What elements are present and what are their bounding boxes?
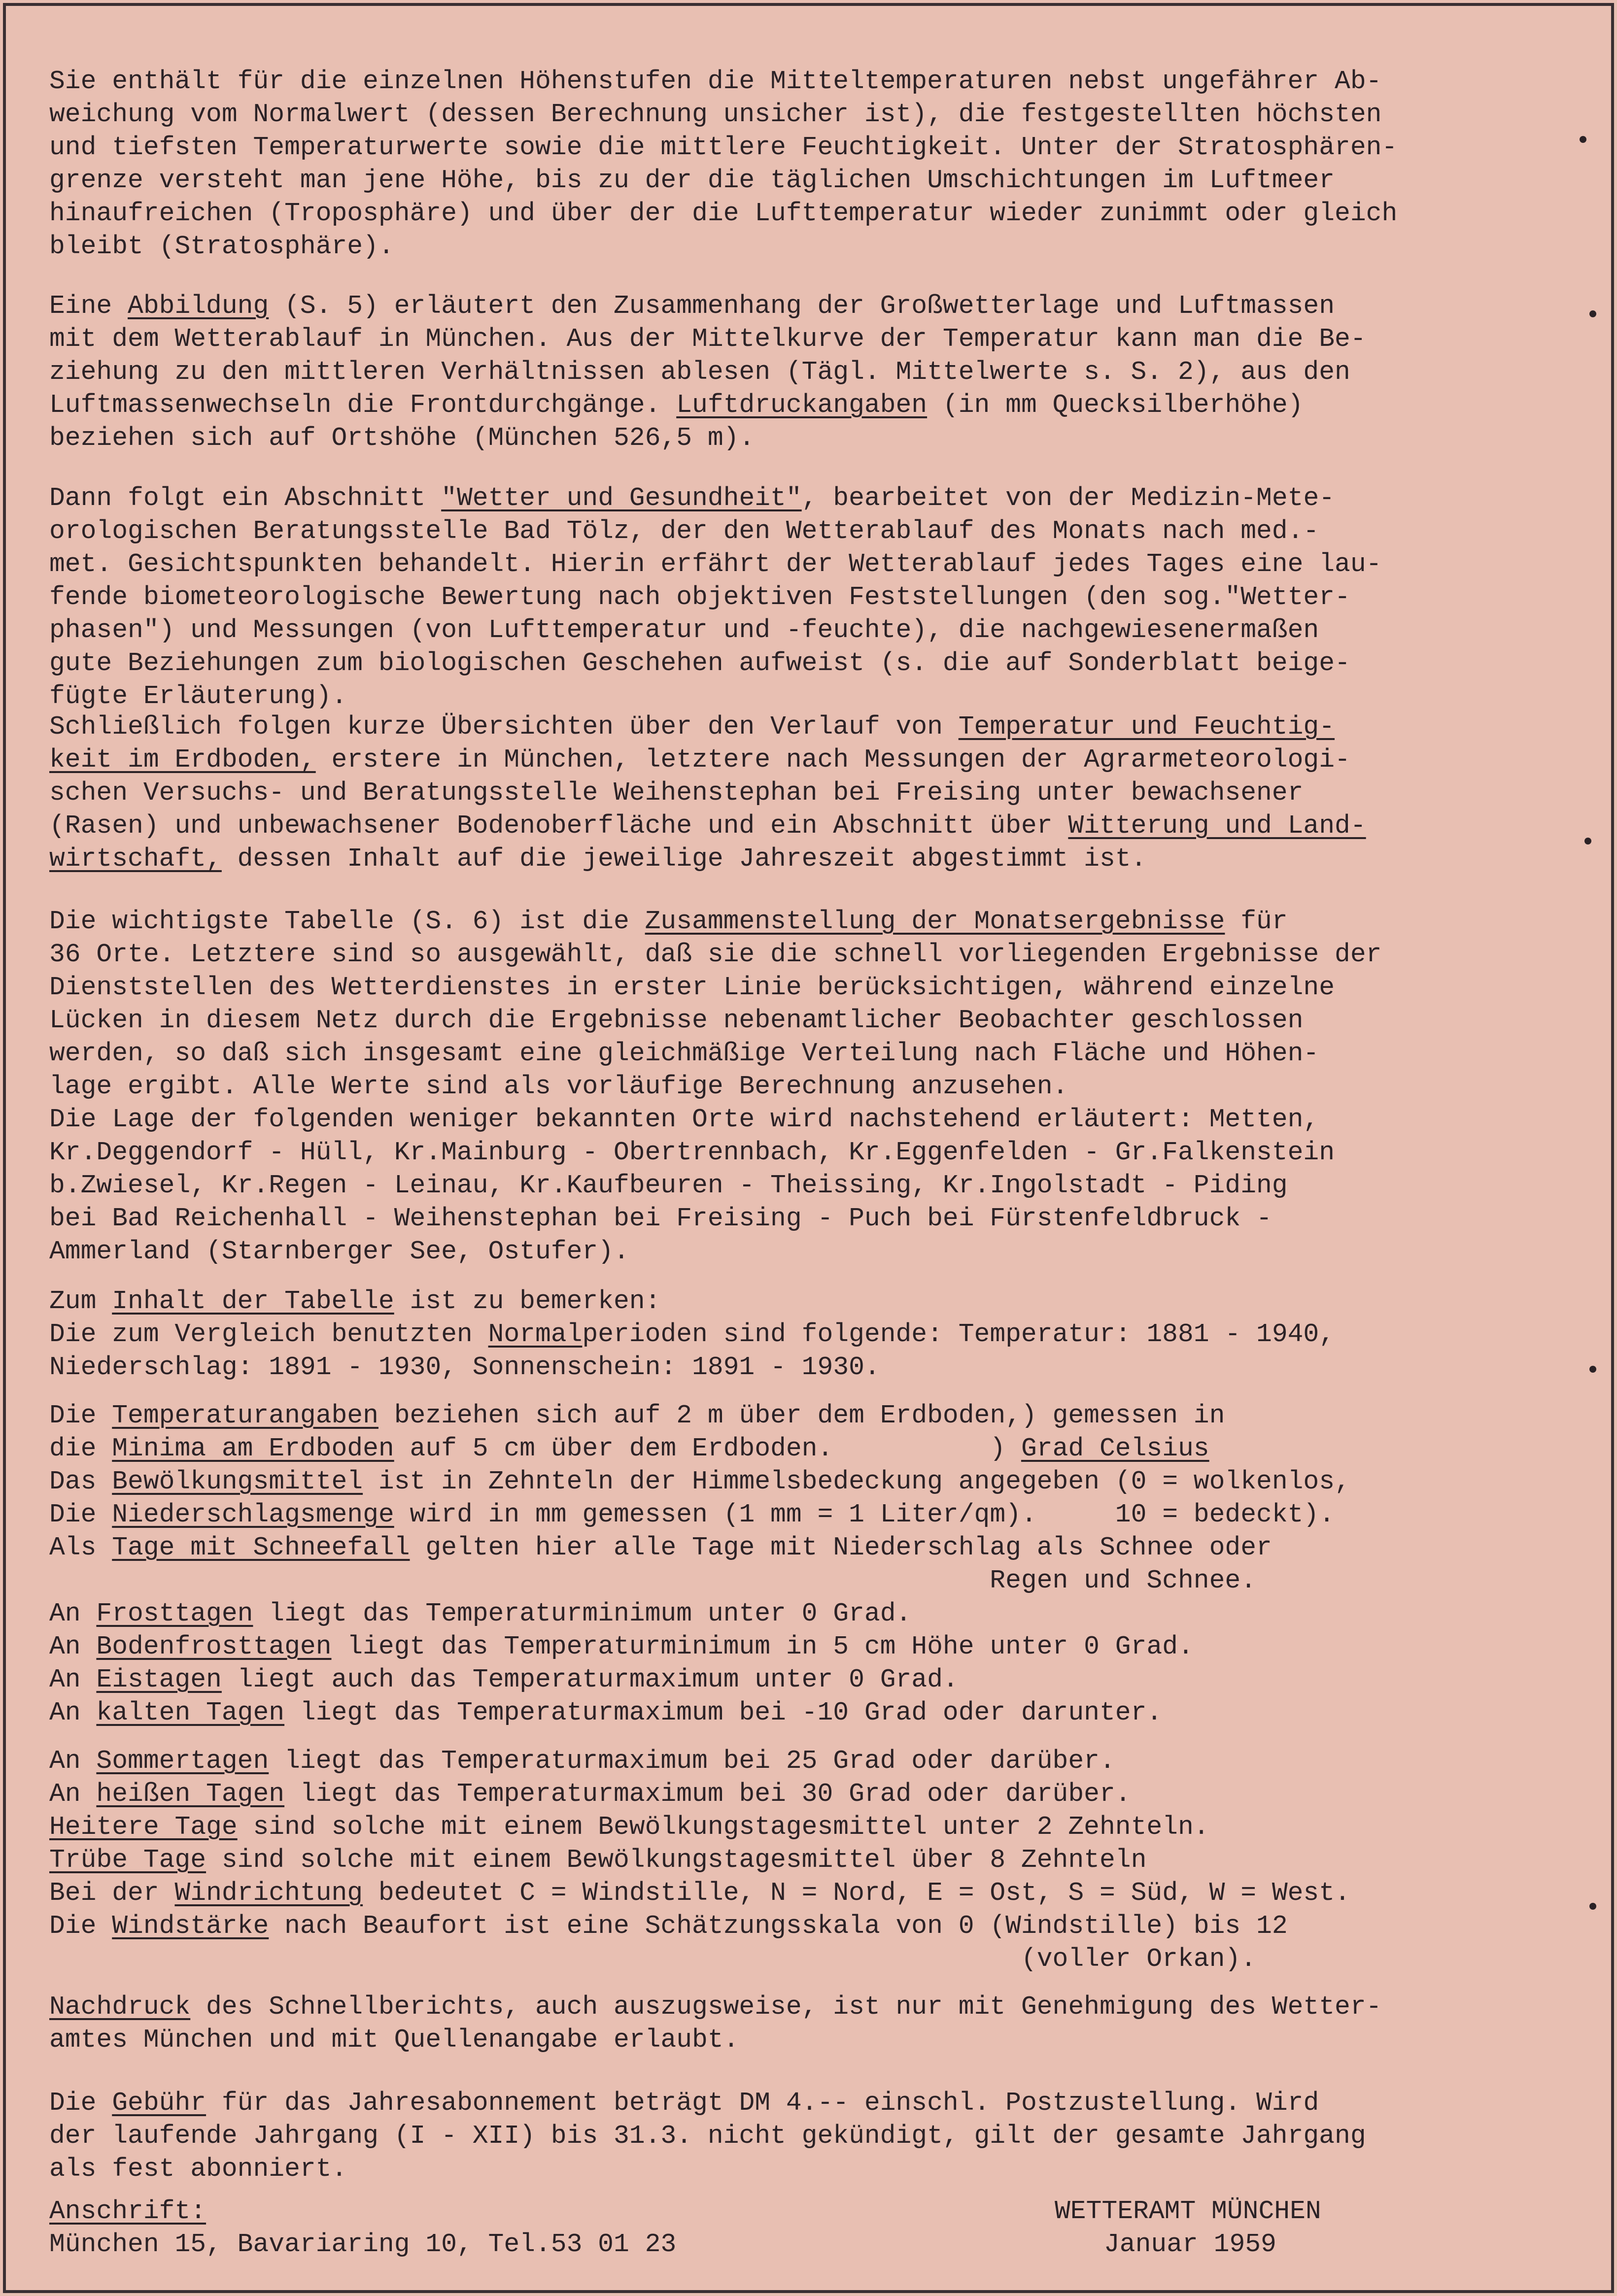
paragraph-intro xyxy=(49,65,1557,263)
underlined-term: Eistagen xyxy=(96,1665,222,1694)
underlined-term: Nachdruck xyxy=(49,1992,191,2022)
text-segment: liegt das Temperaturmaximum bei 25 Grad oder darüber. xyxy=(269,1746,1115,1776)
text-segment: Bei der xyxy=(49,1878,175,1908)
text-line xyxy=(49,131,1557,164)
text-segment: An xyxy=(49,1779,97,1809)
text-line xyxy=(49,323,1557,356)
text-segment: (Rasen) und unbewachsener Bodenoberfläche und ein Abschnitt über xyxy=(49,811,1068,841)
paragraph-nachdruck xyxy=(49,1991,1557,2057)
text-segment: bleibt (Stratosphäre). xyxy=(49,232,394,261)
underlined-term: kalten Tagen xyxy=(96,1698,285,1727)
text-segment: Schließlich folgen kurze Übersichten über den Verlauf von xyxy=(49,712,959,742)
text-line xyxy=(49,1285,1557,1318)
underlined-term: Trübe Tage xyxy=(49,1845,206,1875)
text-segment: Lücken in diesem Netz durch die Ergebnisse nebenamtlicher Beobachter geschlossen xyxy=(49,1006,1304,1035)
text-segment: Dann folgt ein Abschnitt xyxy=(49,483,442,513)
text-line xyxy=(49,1136,1557,1169)
text-segment: mit dem Wetterablauf in München. Aus der Mittelkurve der Temperatur kann man die Be- xyxy=(49,324,1366,354)
paragraph-wetter-gesundheit xyxy=(49,482,1557,713)
text-segment: die xyxy=(49,1434,112,1463)
text-line xyxy=(49,1991,1557,2024)
underlined-term: Niederschlagsmenge xyxy=(112,1500,394,1529)
underlined-term: Grad Celsius xyxy=(1021,1434,1209,1463)
text-line xyxy=(49,743,1557,777)
underlined-term: "Wetter und Gesundheit" xyxy=(441,483,802,513)
text-line xyxy=(49,65,1557,98)
address-text: München 15, Bavariaring 10, Tel.53 01 23 xyxy=(49,2229,677,2259)
underlined-term: Gebühr xyxy=(112,2088,206,2118)
text-line xyxy=(49,1696,1557,1729)
text-segment: als fest abonniert. xyxy=(49,2154,347,2184)
text-segment: beziehen sich auf 2 m über dem Erdboden,) gemessen in xyxy=(378,1401,1225,1430)
text-segment: beziehen sich auf Ortshöhe (München 526,5 m). xyxy=(49,423,755,453)
paragraph-abbildung xyxy=(49,290,1557,455)
text-segment: ist zu bemerken: xyxy=(394,1286,661,1316)
text-line xyxy=(49,1778,1557,1811)
text-segment: ziehung zu den mittleren Verhältnissen ablesen (Tägl. Mittelwerte s. S. 2), aus den xyxy=(49,357,1350,387)
underlined-term: keit im Erdboden, xyxy=(49,745,316,775)
text-line xyxy=(49,422,1557,455)
text-segment: Luftmassenwechseln die Frontdurchgänge. xyxy=(49,390,677,420)
text-line xyxy=(49,1943,1557,1976)
underlined-term: Tage mit Schneefall xyxy=(112,1533,410,1562)
text-line xyxy=(49,777,1557,810)
text-line xyxy=(49,1202,1557,1235)
text-segment: erstere in München, letztere nach Messungen der Agrarmeteorologi- xyxy=(315,745,1350,775)
text-line xyxy=(49,1531,1557,1564)
text-segment: Die xyxy=(49,1401,112,1430)
text-line xyxy=(49,98,1557,131)
underlined-term: Windrichtung xyxy=(174,1878,363,1908)
text-segment: Die xyxy=(49,1911,112,1941)
text-segment: met. Gesichtspunkten behandelt. Hierin erfährt der Wetterablauf jedes Tages eine lau- xyxy=(49,549,1382,579)
text-segment: und tiefsten Temperaturwerte sowie die mittlere Feuchtigkeit. Unter der Stratosphären- xyxy=(49,133,1398,162)
punch-dot xyxy=(1584,838,1591,844)
underlined-term: Heitere Tage xyxy=(49,1812,238,1842)
text-segment: Ammerland (Starnberger See, Ostufer). xyxy=(49,1237,629,1266)
text-segment: sind solche mit einem Bewölkungstagesmittel über 8 Zehnteln xyxy=(206,1845,1147,1875)
text-segment: Regen und Schnee. xyxy=(49,1566,1256,1595)
text-line xyxy=(49,2024,1557,2057)
text-line xyxy=(49,1169,1557,1202)
text-line xyxy=(49,905,1557,938)
text-line xyxy=(49,515,1557,548)
text-line xyxy=(49,810,1557,843)
text-line xyxy=(49,1597,1557,1630)
text-segment: für xyxy=(1225,907,1288,936)
text-line xyxy=(49,1564,1557,1597)
text-line xyxy=(49,680,1557,713)
text-segment: für das Jahresabonnement beträgt DM 4.-- einschl. Postzustellung. Wird xyxy=(206,2088,1319,2118)
text-segment: wird in mm gemessen (1 mm = 1 Liter/qm). 10 = bedeckt). xyxy=(394,1500,1335,1529)
text-segment: bei Bad Reichenhall - Weihenstephan bei Freising - Puch bei Fürstenfeldbruck - xyxy=(49,1204,1272,1233)
text-segment: Als xyxy=(49,1533,112,1562)
underlined-term: Frosttagen xyxy=(96,1599,253,1628)
text-segment: Dienststellen des Wetterdienstes in erster Linie berücksichtigen, während einzelne xyxy=(49,973,1335,1002)
text-segment: Eine xyxy=(49,291,128,321)
text-line xyxy=(49,614,1557,647)
office-name: WETTERAMT MÜNCHEN xyxy=(1055,2196,1321,2226)
text-segment: Die xyxy=(49,2088,112,2118)
underlined-term: Bewölkungsmittel xyxy=(112,1467,363,1496)
text-line xyxy=(49,1235,1557,1268)
underlined-term: Zusammenstellung der Monatsergebnisse xyxy=(645,907,1225,936)
address-label: Anschrift: xyxy=(49,2196,206,2226)
text-segment: amtes München und mit Quellenangabe erlaubt. xyxy=(49,2025,739,2055)
underlined-term: heißen Tagen xyxy=(96,1779,285,1809)
paragraph-tabelle xyxy=(49,1285,1557,1384)
text-segment: auf 5 cm über dem Erdboden. ) xyxy=(394,1434,1021,1463)
text-segment: gelten hier alle Tage mit Niederschlag als Schnee oder xyxy=(410,1533,1272,1562)
text-segment: An xyxy=(49,1698,97,1727)
text-segment: sind solche mit einem Bewölkungstagesmittel unter 2 Zehnteln. xyxy=(237,1812,1209,1842)
text-segment: liegt das Temperaturmaximum bei 30 Grad oder darüber. xyxy=(284,1779,1131,1809)
text-line xyxy=(49,2153,1557,2186)
text-line xyxy=(49,197,1557,230)
text-line xyxy=(49,1465,1557,1498)
text-line xyxy=(49,1432,1557,1465)
text-line xyxy=(49,971,1557,1004)
punch-dot xyxy=(1589,310,1596,317)
text-line xyxy=(49,710,1557,743)
punch-dot xyxy=(1589,1903,1596,1910)
text-line xyxy=(49,1910,1557,1943)
text-line xyxy=(49,1811,1557,1844)
text-line xyxy=(49,1498,1557,1531)
text-line xyxy=(49,1630,1557,1663)
underlined-term: Minima am Erdboden xyxy=(112,1434,394,1463)
text-line xyxy=(49,1351,1557,1384)
text-segment: dessen Inhalt auf die jeweilige Jahreszeit abgestimmt ist. xyxy=(221,844,1147,874)
underlined-term: Temperaturangaben xyxy=(112,1401,378,1430)
text-segment: liegt das Temperaturmaximum bei -10 Grad oder darunter. xyxy=(284,1698,1163,1727)
text-segment: (voller Orkan). xyxy=(49,1944,1256,1974)
text-segment: 36 Orte. Letztere sind so ausgewählt, daß sie die schnell vorliegenden Ergebnisse der xyxy=(49,940,1382,969)
text-line xyxy=(49,230,1557,263)
text-segment: schen Versuchs- und Beratungsstelle Weihenstephan bei Freising unter bewachsener xyxy=(49,778,1304,808)
text-segment: gute Beziehungen zum biologischen Geschehen aufweist (s. die auf Sonderblatt beige- xyxy=(49,648,1350,678)
text-segment: lage ergibt. Alle Werte sind als vorläufige Berechnung anzusehen. xyxy=(49,1072,1068,1101)
text-segment: grenze versteht man jene Höhe, bis zu der die täglichen Umschichtungen im Luftmeer xyxy=(49,166,1335,195)
text-line xyxy=(49,647,1557,680)
text-line xyxy=(49,2087,1557,2120)
text-line xyxy=(49,1745,1557,1778)
paragraph-gebuehr xyxy=(49,2087,1557,2186)
paragraph-erdboden xyxy=(49,710,1557,876)
punch-dot xyxy=(1589,1366,1596,1373)
text-line xyxy=(49,1037,1557,1070)
underlined-term: Luftdruckangaben xyxy=(676,390,928,420)
text-line xyxy=(49,1318,1557,1351)
underlined-term: Temperatur und Feuchtig- xyxy=(958,712,1335,742)
underlined-term: wirtschaft, xyxy=(49,844,222,874)
text-segment: liegt das Temperaturminimum in 5 cm Höhe unter 0 Grad. xyxy=(331,1632,1194,1661)
text-segment: ist in Zehnteln der Himmelsbedeckung angegeben (0 = wolkenlos, xyxy=(363,1467,1350,1496)
text-segment: hinaufreichen (Troposphäre) und über der die Lufttemperatur wieder zunimmt oder gleich xyxy=(49,199,1398,228)
text-line xyxy=(49,938,1557,971)
text-segment: Zum xyxy=(49,1286,112,1316)
text-segment: An xyxy=(49,1746,97,1776)
text-segment: Die xyxy=(49,1500,112,1529)
text-segment: orologischen Beratungsstelle Bad Tölz, der den Wetterablauf des Monats nach med.- xyxy=(49,516,1319,546)
text-line xyxy=(49,843,1557,876)
underlined-term: Witterung und Land- xyxy=(1068,811,1366,841)
text-segment: Kr.Deggendorf - Hüll, Kr.Mainburg - Obertrennbach, Kr.Eggenfelden - Gr.Falkenstein xyxy=(49,1138,1335,1167)
paragraph-definitionen xyxy=(49,1399,1557,1729)
text-segment: fügte Erläuterung). xyxy=(49,681,347,711)
text-line xyxy=(49,389,1557,422)
text-segment: Die wichtigste Tabelle (S. 6) ist die xyxy=(49,907,645,936)
text-segment: weichung vom Normalwert (dessen Berechnung unsicher ist), die festgestellten höchsten xyxy=(49,100,1382,129)
text-line xyxy=(49,164,1557,197)
text-segment: , bearbeitet von der Medizin-Mete- xyxy=(801,483,1335,513)
underlined-term: Bodenfrosttagen xyxy=(96,1632,332,1661)
text-segment: Die Lage der folgenden weniger bekannten Orte wird nachstehend erläutert: Metten, xyxy=(49,1105,1319,1134)
underlined-term: Sommertagen xyxy=(96,1746,269,1776)
paragraph-monatsergebnisse xyxy=(49,905,1557,1268)
punch-dot xyxy=(1580,136,1586,143)
text-line xyxy=(49,1004,1557,1037)
underlined-term: Inhalt der Tabelle xyxy=(112,1286,394,1316)
text-segment: An xyxy=(49,1599,97,1628)
text-line xyxy=(49,1844,1557,1877)
text-line xyxy=(49,1663,1557,1696)
text-segment: Die zum Vergleich benutzten xyxy=(49,1319,488,1349)
underlined-term: Abbildung xyxy=(128,291,269,321)
text-line xyxy=(49,1399,1557,1432)
text-segment: bedeutet C = Windstille, N = Nord, E = Ost, S = Süd, W = West. xyxy=(363,1878,1350,1908)
text-segment: perioden sind folgende: Temperatur: 1881 - 1940, xyxy=(582,1319,1335,1349)
text-segment: phasen") und Messungen (von Lufttemperatur und -feuchte), die nachgewiesenermaßen xyxy=(49,615,1319,645)
text-segment: Niederschlag: 1891 - 1930, Sonnenschein: 1891 - 1930. xyxy=(49,1352,880,1382)
text-line xyxy=(49,1103,1557,1136)
text-segment: (in mm Quecksilberhöhe) xyxy=(927,390,1304,420)
issue-date: Januar 1959 xyxy=(1104,2229,1276,2259)
text-segment: liegt das Temperaturminimum unter 0 Grad. xyxy=(253,1599,912,1628)
text-line xyxy=(49,2120,1557,2153)
text-line xyxy=(49,1070,1557,1103)
text-segment: b.Zwiesel, Kr.Regen - Leinau, Kr.Kaufbeuren - Theissing, Kr.Ingolstadt - Piding xyxy=(49,1171,1288,1200)
text-segment: werden, so daß sich insgesamt eine gleichmäßige Verteilung nach Fläche und Höhen- xyxy=(49,1039,1319,1068)
text-segment: Sie enthält für die einzelnen Höhenstufen die Mitteltemperaturen nebst ungefährer Ab- xyxy=(49,67,1382,96)
underlined-term: Windstärke xyxy=(112,1911,269,1941)
text-line xyxy=(49,1877,1557,1910)
text-line xyxy=(49,548,1557,581)
paragraph-tagesarten xyxy=(49,1745,1557,1976)
text-segment: (S. 5) erläutert den Zusammenhang der Großwetterlage und Luftmassen xyxy=(269,291,1335,321)
text-segment: An xyxy=(49,1665,97,1694)
underlined-term: Normal xyxy=(488,1319,583,1349)
text-segment: des Schnellberichts, auch auszugsweise, ist nur mit Genehmigung des Wetter- xyxy=(190,1992,1382,2022)
text-segment: fende biometeorologische Bewertung nach objektiven Feststellungen (den sog."Wetter- xyxy=(49,582,1350,612)
text-line xyxy=(49,356,1557,389)
text-segment: Das xyxy=(49,1467,112,1496)
text-line xyxy=(49,482,1557,515)
text-line xyxy=(49,290,1557,323)
text-line xyxy=(49,581,1557,614)
text-segment: An xyxy=(49,1632,97,1661)
text-segment: nach Beaufort ist eine Schätzungsskala von 0 (Windstille) bis 12 xyxy=(269,1911,1288,1941)
text-segment: der laufende Jahrgang (I - XII) bis 31.3. nicht gekündigt, gilt der gesamte Jahrgang xyxy=(49,2121,1366,2151)
text-segment: liegt auch das Temperaturmaximum unter 0 Grad. xyxy=(221,1665,959,1694)
